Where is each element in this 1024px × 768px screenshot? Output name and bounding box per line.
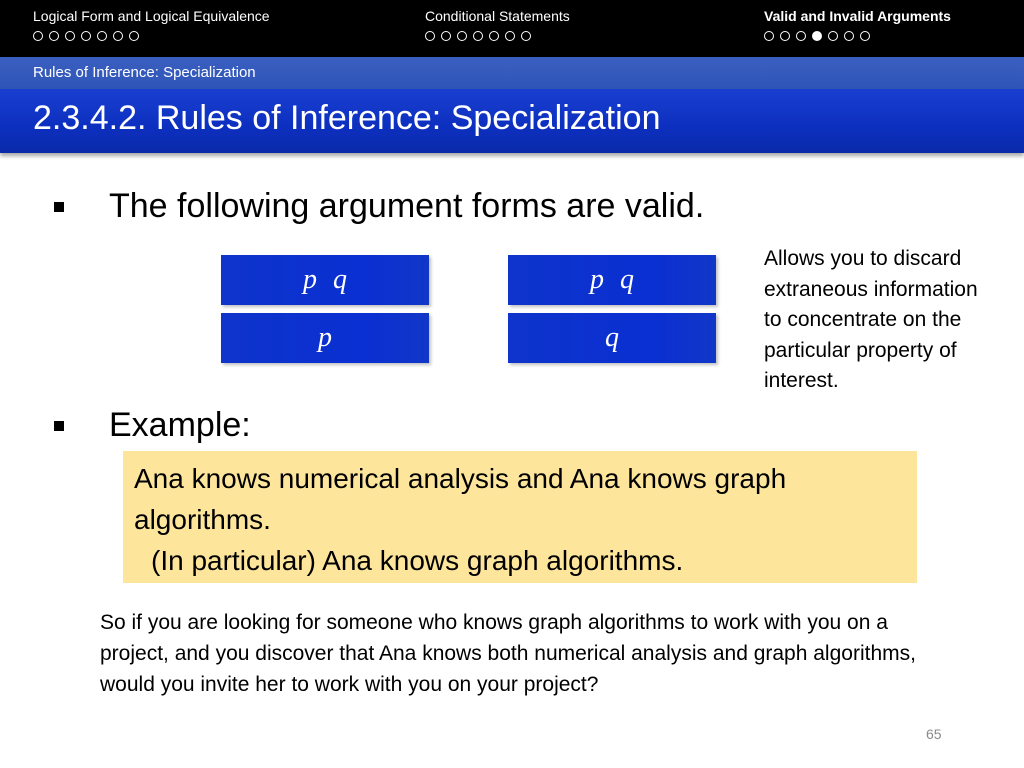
argument-left-premise <box>221 255 429 305</box>
nav-section-title[interactable]: Logical Form and Logical Equivalence <box>33 8 270 24</box>
followup-question: So if you are looking for someone who knows graph algorithms to work with you on a project, and you discover that Ana knows both numerical analysis and graph algorithms, would you invite her to work with you on your project? <box>100 611 916 696</box>
example-line: algorithms. <box>134 504 271 535</box>
title-bar <box>0 89 1024 153</box>
slide-dot-icon[interactable] <box>796 31 806 41</box>
bullet-point <box>54 187 704 226</box>
nav-section-conditional[interactable] <box>425 8 570 41</box>
argument-right-conclusion <box>508 313 716 363</box>
slide-dot-icon[interactable] <box>65 31 75 41</box>
nav-section-title[interactable]: Conditional Statements <box>425 8 570 24</box>
current-slide-dot-icon[interactable] <box>812 31 822 41</box>
slide-title: 2.3.4.2. Rules of Inference: Specialization <box>33 99 661 137</box>
slide-dot-icon[interactable] <box>505 31 515 41</box>
slide-dot-icon[interactable] <box>473 31 483 41</box>
slide-dot-icon[interactable] <box>113 31 123 41</box>
nav-slide-dots <box>33 31 270 41</box>
slide-dot-icon[interactable] <box>860 31 870 41</box>
slide-dot-icon[interactable] <box>97 31 107 41</box>
section-navigation <box>0 0 1024 57</box>
variable-p: p <box>590 264 604 295</box>
slide-dot-icon[interactable] <box>425 31 435 41</box>
nav-section-valid-invalid[interactable] <box>764 8 951 41</box>
example-line: Ana knows numerical analysis and Ana knows graph <box>134 463 787 494</box>
bullet-text: The following argument forms are valid. <box>109 187 705 225</box>
slide-dot-icon[interactable] <box>764 31 774 41</box>
slide-dot-icon[interactable] <box>521 31 531 41</box>
slide-dot-icon[interactable] <box>49 31 59 41</box>
square-bullet-icon <box>54 421 64 431</box>
variable-p: p <box>318 322 332 353</box>
slide-dot-icon[interactable] <box>129 31 139 41</box>
nav-section-logical-form[interactable] <box>33 8 270 41</box>
slide-dot-icon[interactable] <box>489 31 499 41</box>
example-box <box>123 451 917 583</box>
variable-q: q <box>605 322 619 353</box>
slide-dot-icon[interactable] <box>457 31 467 41</box>
page-number: 65 <box>926 726 942 742</box>
side-note: Allows you to discard extraneous information to concentrate on the particular property of interest. <box>764 247 978 392</box>
argument-left-conclusion <box>221 313 429 363</box>
square-bullet-icon <box>54 202 64 212</box>
nav-slide-dots <box>764 31 951 41</box>
slide-dot-icon[interactable] <box>81 31 91 41</box>
slide-dot-icon[interactable] <box>441 31 451 41</box>
nav-section-title[interactable]: Valid and Invalid Arguments <box>764 8 951 24</box>
slide-dot-icon[interactable] <box>828 31 838 41</box>
slide-dot-icon[interactable] <box>844 31 854 41</box>
nav-slide-dots <box>425 31 570 41</box>
slide-dot-icon[interactable] <box>33 31 43 41</box>
bullet-point <box>54 406 251 445</box>
argument-right-premise <box>508 255 716 305</box>
subsection-label: Rules of Inference: Specialization <box>33 64 256 81</box>
bullet-text: Example: <box>109 406 251 444</box>
slide-dot-icon[interactable] <box>780 31 790 41</box>
variable-p: p <box>303 264 317 295</box>
variable-q: q <box>333 264 347 295</box>
variable-q: q <box>620 264 634 295</box>
example-conclusion: (In particular) Ana knows graph algorithms. <box>151 545 684 576</box>
subsection-strip <box>0 57 1024 89</box>
